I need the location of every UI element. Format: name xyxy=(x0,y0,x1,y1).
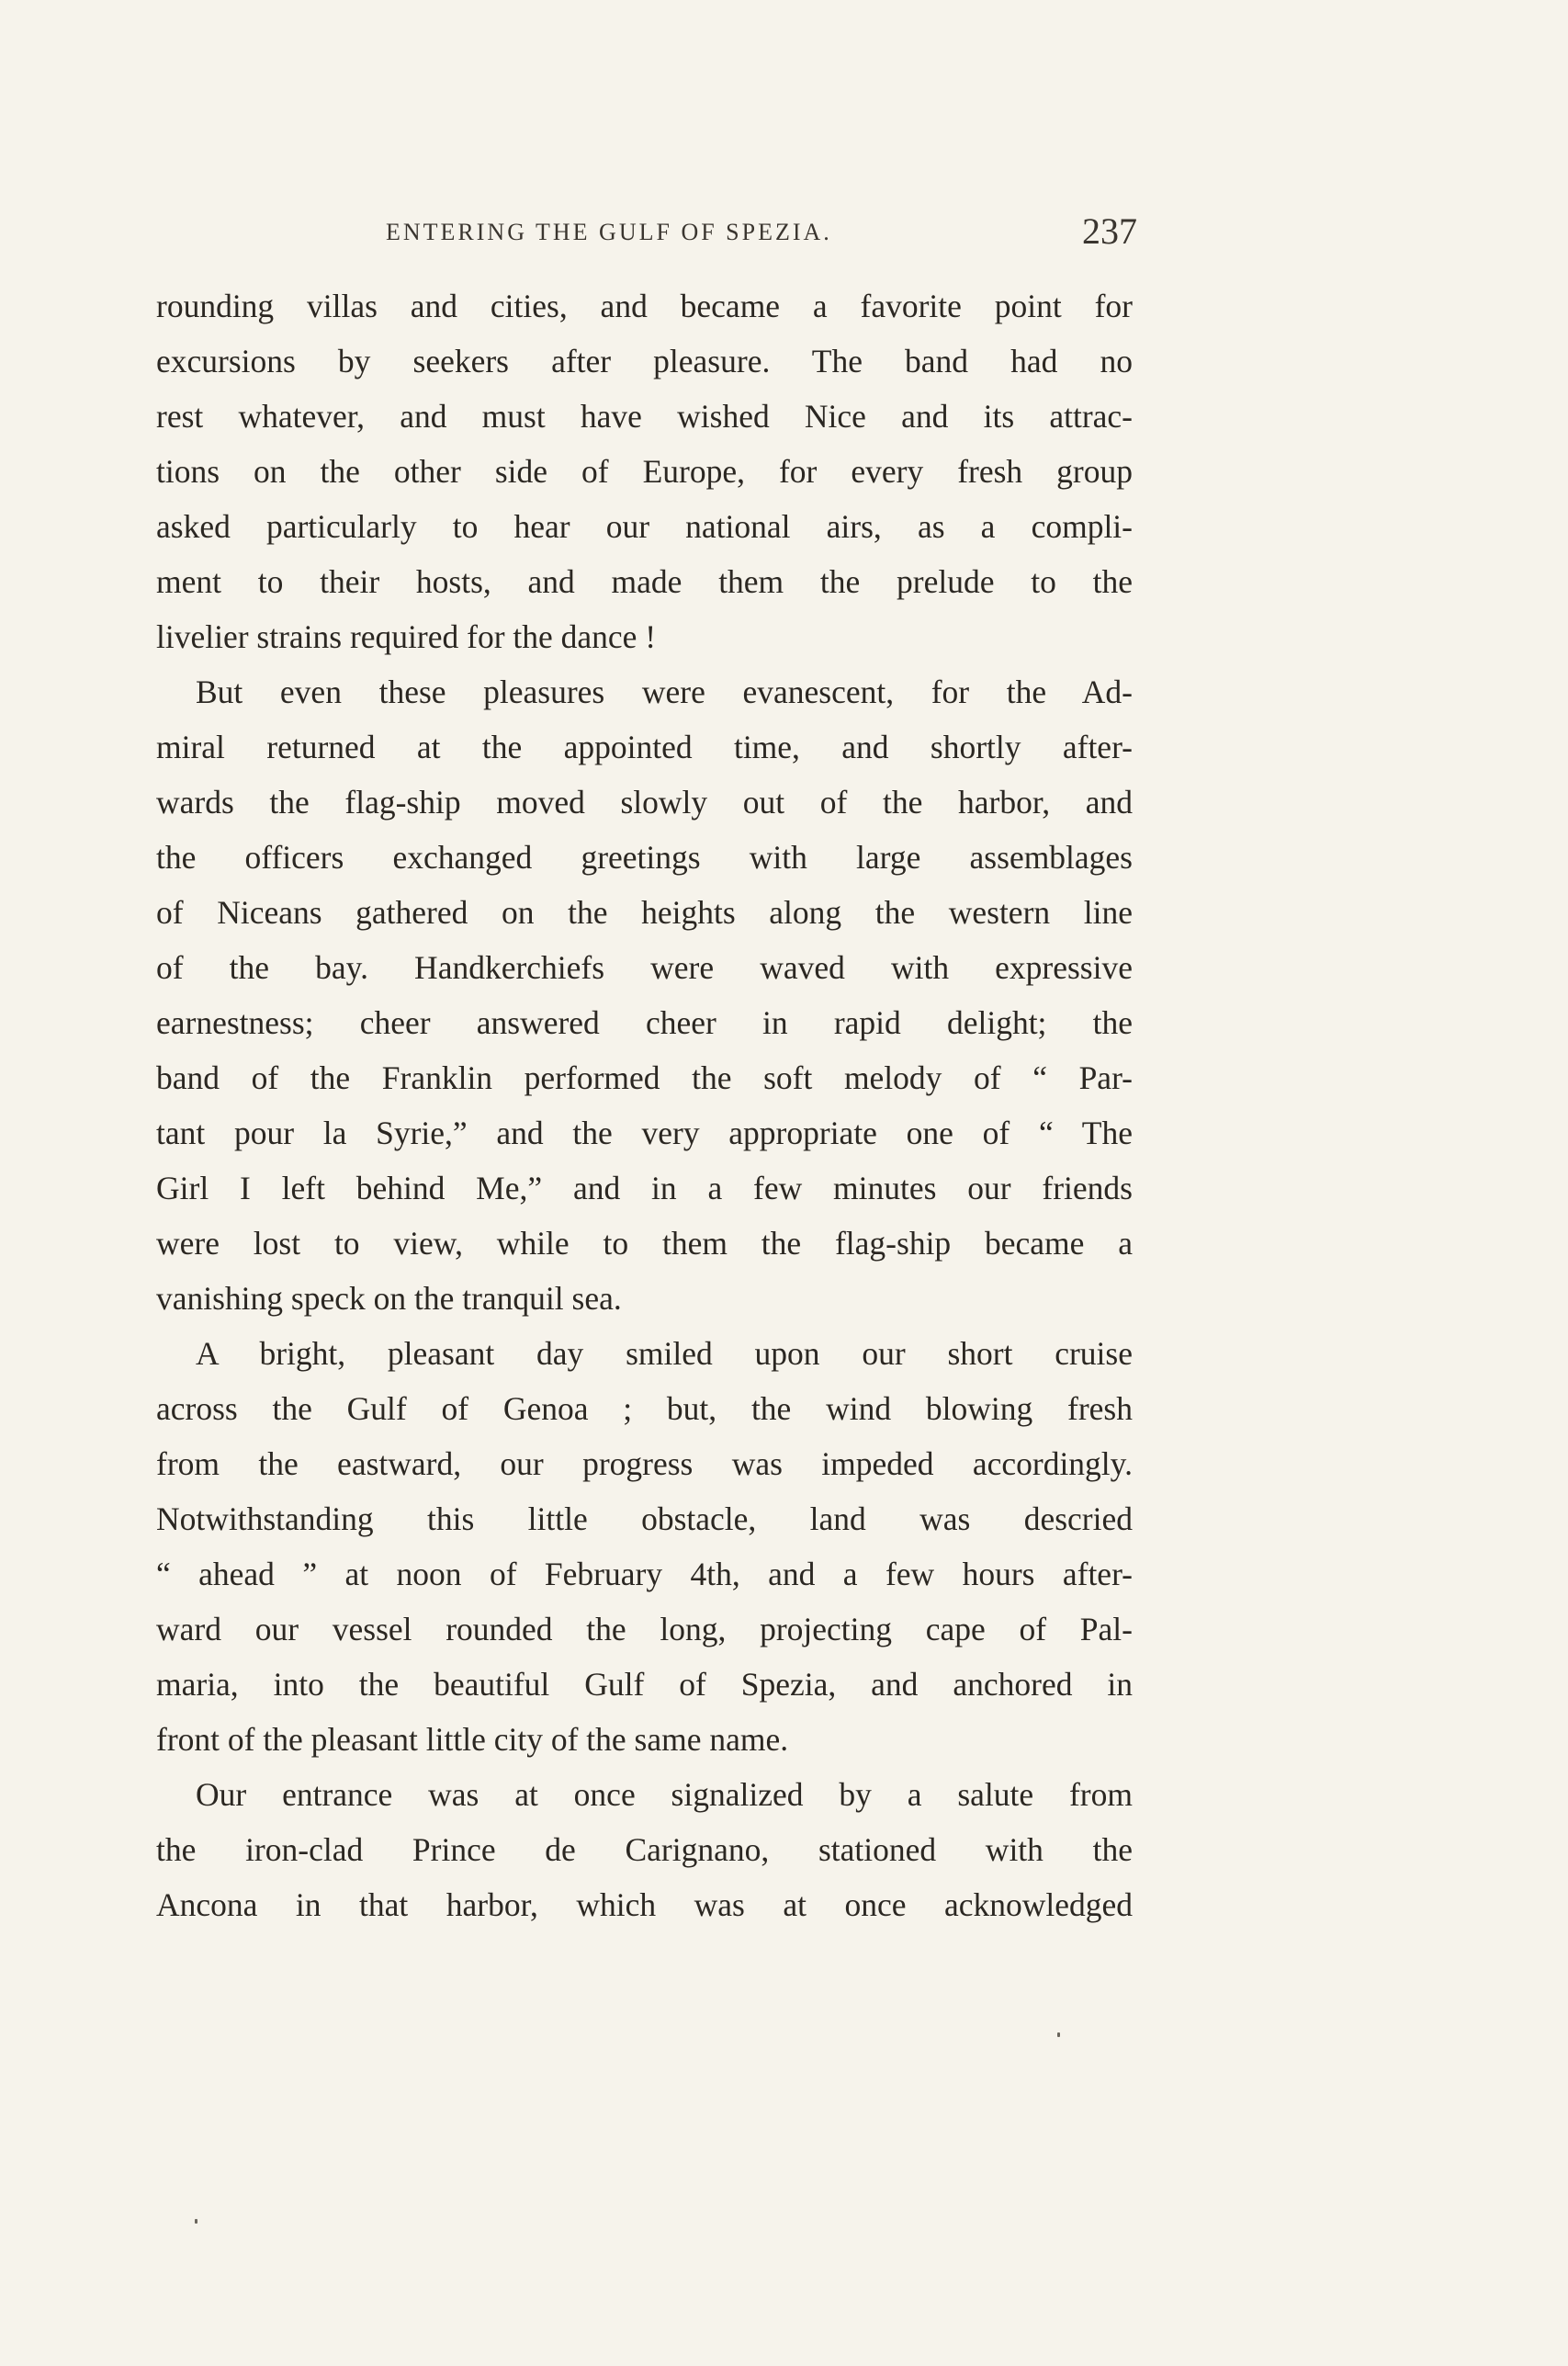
text-line: But even these pleasures were evanescent, for the Ad- xyxy=(196,674,1133,710)
text-line: front of the pleasant little city of the same name. xyxy=(156,1721,789,1758)
text-line: earnestness; cheer answered cheer in rapid delight; the xyxy=(156,1004,1133,1041)
running-head: ENTERING THE GULF OF SPEZIA. xyxy=(386,219,832,245)
text-line: livelier strains required for the dance ! xyxy=(156,618,657,655)
text-line: excursions by seekers after pleasure. The band had no xyxy=(156,343,1133,379)
text-line: Our entrance was at once signalized by a salute from xyxy=(196,1776,1133,1813)
text-line: Ancona in that harbor, which was at once acknowledged xyxy=(156,1886,1133,1923)
text-line: maria, into the beautiful Gulf of Spezia, and anchored in xyxy=(156,1666,1133,1703)
text-line: wards the flag-ship moved slowly out of the harbor, and xyxy=(156,784,1133,821)
text-line: miral returned at the appointed time, and shortly after- xyxy=(156,729,1133,765)
paper-speck xyxy=(1057,2032,1060,2037)
text-line: asked particularly to hear our national airs, as a compli- xyxy=(156,508,1133,545)
text-line: the officers exchanged greetings with large assemblages xyxy=(156,839,1133,876)
text-line: of the bay. Handkerchiefs were waved with expressive xyxy=(156,949,1133,986)
text-line: across the Gulf of Genoa ; but, the wind blowing fresh xyxy=(156,1390,1133,1427)
text-line: of Niceans gathered on the heights along the western line xyxy=(156,894,1133,931)
text-line: tions on the other side of Europe, for every fresh group xyxy=(156,453,1133,490)
paper-speck xyxy=(195,2219,197,2224)
page-header xyxy=(156,209,1137,254)
text-line: rounding villas and cities, and became a favorite point for xyxy=(156,288,1133,324)
text-line: ment to their hosts, and made them the prelude to the xyxy=(156,563,1133,600)
text-line: vanishing speck on the tranquil sea. xyxy=(156,1280,622,1317)
text-line: “ ahead ” at noon of February 4th, and a few hours after- xyxy=(156,1556,1133,1592)
body-text xyxy=(156,278,1133,1932)
page-number: 237 xyxy=(1082,210,1137,252)
text-line: Notwithstanding this little obstacle, land was descried xyxy=(156,1500,1133,1537)
text-line: band of the Franklin performed the soft melody of “ Par- xyxy=(156,1059,1133,1096)
text-line: from the eastward, our progress was impeded accordingly. xyxy=(156,1445,1133,1482)
text-line: A bright, pleasant day smiled upon our short cruise xyxy=(196,1335,1133,1372)
text-line: tant pour la Syrie,” and the very appropriate one of “ The xyxy=(156,1115,1133,1151)
text-line: the iron-clad Prince de Carignano, stationed with the xyxy=(156,1831,1133,1868)
text-line: rest whatever, and must have wished Nice and its attrac- xyxy=(156,398,1133,435)
text-line: Girl I left behind Me,” and in a few minutes our friends xyxy=(156,1170,1133,1206)
text-line: were lost to view, while to them the flag-ship became a xyxy=(156,1225,1133,1262)
text-line: ward our vessel rounded the long, projecting cape of Pal- xyxy=(156,1611,1133,1647)
